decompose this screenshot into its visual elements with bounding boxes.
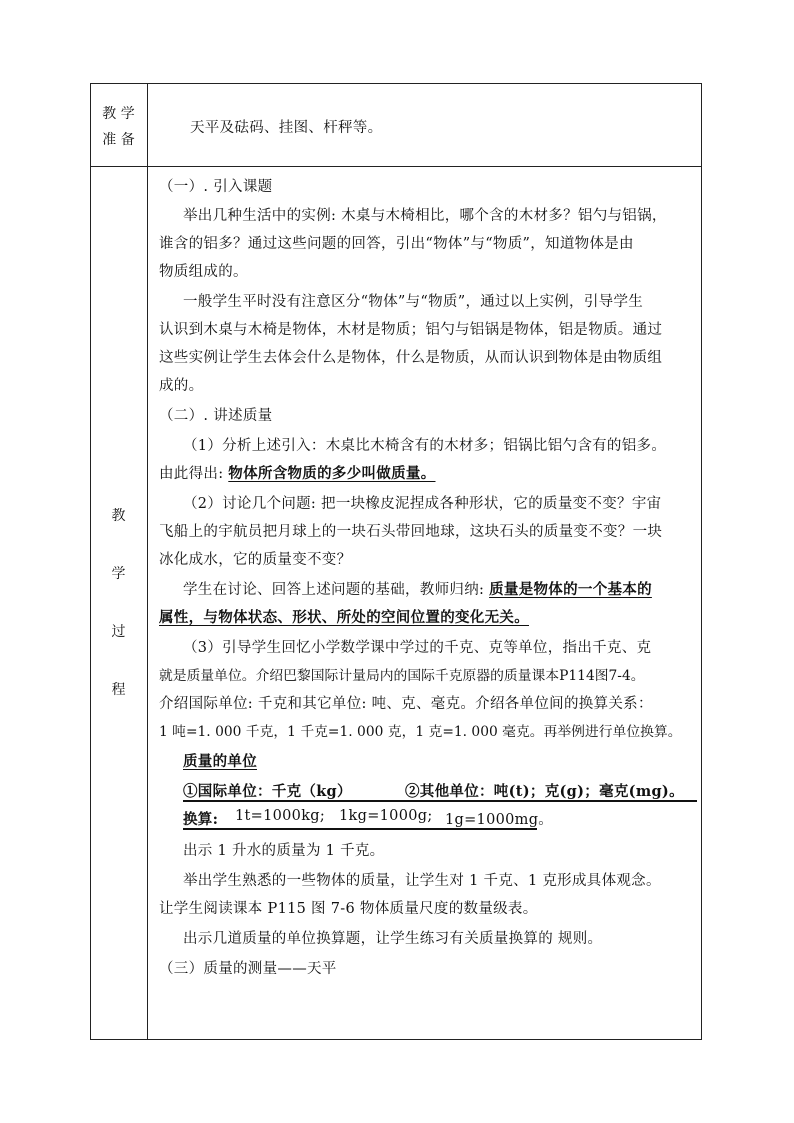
section-title: （三）质量的测量——天平	[159, 961, 337, 977]
conversion-1: 1t=1000kg;	[235, 808, 326, 824]
process-label-char: 学	[111, 566, 126, 582]
table-border-bottom	[90, 1039, 702, 1040]
process-label-char: 过	[111, 624, 126, 640]
paragraph-line: （2）讨论几个问题: 把一块橡皮泥捏成各种形状，它的质量变不变？宇宙	[183, 496, 662, 512]
paragraph-line: 1 吨=1. 000 千克，1 千克=1. 000 克，1 克=1. 000 毫克。再举例进行单位换算。	[159, 724, 682, 740]
section-title: （二）. 讲述质量	[159, 408, 273, 424]
conversion-2: 1kg=1000g;	[339, 808, 433, 824]
paragraph-line: 一般学生平时没有注意区分“物体”与“物质”，通过以上实例，引导学生	[183, 294, 644, 310]
paragraph-line: （3）引导学生回忆小学数学课中学过的千克、克等单位，指出千克、克	[183, 640, 652, 656]
prep-content: 天平及砝码、挂图、杆秤等。	[190, 120, 383, 136]
paragraph-line: 冰化成水，它的质量变不变？	[159, 552, 352, 568]
prep-label-line2: 准 备	[102, 132, 135, 148]
section-title: （一）. 引入课题	[159, 179, 273, 195]
prep-label	[90, 101, 147, 153]
conversion-row	[183, 808, 738, 829]
paragraph-line: 介绍国际单位: 千克和其它单位: 吨、克、毫克。介绍各单位间的换算关系：	[159, 696, 653, 712]
key-definition: 物体所含物质的多少叫做质量。	[228, 465, 436, 482]
paragraph-line: 谁含的铝多？通过这些问题的回答，引出“物体”与“物质”，知道物体是由	[159, 236, 634, 252]
process-label	[90, 503, 147, 707]
unit-row	[183, 780, 738, 801]
conversion-3: 1g=1000mg。	[445, 812, 554, 828]
paragraph-line: 举出几种生活中的实例: 木桌与木椅相比，哪个含的木材多？铝勺与铝锅，	[183, 208, 667, 224]
unit-title: 质量的单位	[183, 753, 257, 770]
text-prefix: 由此得出:	[159, 466, 229, 482]
process-label-char: 教	[111, 508, 126, 524]
unit-si: ①国际单位：千克（kg）	[183, 783, 352, 800]
lesson-plan-table	[90, 83, 702, 1040]
key-conclusion: 质量是物体的一个基本的	[489, 581, 652, 598]
key-conclusion: 属性，与物体状态、形状、所处的空间位置的变化无关。	[159, 609, 529, 626]
paragraph-line: （1）分析上述引入：木桌比木椅含有的木材多；铝锅比铝勺含有的铝多。	[183, 438, 667, 454]
paragraph-line	[159, 462, 714, 483]
paragraph-line: 让学生阅读课本 P115 图 7-6 物体质量尺度的数量级表。	[159, 901, 538, 917]
paragraph-line	[159, 606, 714, 627]
paragraph-line: 成的。	[159, 378, 204, 394]
paragraph-line: 就是质量单位。介绍巴黎国际计量局内的国际千克原器的质量课本P114图7-4。	[159, 668, 645, 684]
paragraph-line	[183, 578, 738, 599]
prep-label-line1: 教 学	[102, 106, 135, 122]
paragraph-line: 物质组成的。	[159, 264, 248, 280]
process-label-char: 程	[111, 682, 126, 698]
process-content-cell	[147, 166, 702, 1039]
unit-other: ②其他单位：吨(t)；克(g)；毫克(mg)。	[405, 783, 684, 800]
conversion-row-underline	[183, 828, 537, 830]
paragraph-line: 举出学生熟悉的一些物体的质量，让学生对 1 千克、1 克形成具体观念。	[183, 873, 661, 889]
paragraph-line: 认识到木桌与木椅是物体，木材是物质；铝勺与铝锅是物体，铝是物质。通过	[159, 322, 663, 338]
unit-row-underline	[183, 800, 697, 802]
prep-content-cell	[147, 83, 702, 166]
paragraph-line: 出示几道质量的单位换算题，让学生练习有关质量换算的 规则。	[183, 931, 603, 947]
paragraph-line: 出示 1 升水的质量为 1 千克。	[183, 843, 385, 859]
text-prefix: 学生在讨论、回答上述问题的基础，教师归纳:	[183, 582, 490, 598]
paragraph-line: 飞船上的宇航员把月球上的一块石头带回地球，这块石头的质量变不变？一块	[159, 524, 663, 540]
conversion-label: 换算:	[183, 811, 219, 828]
paragraph-line: 这些实例让学生去体会什么是物体，什么是物质，从而认识到物体是由物质组	[159, 350, 663, 366]
